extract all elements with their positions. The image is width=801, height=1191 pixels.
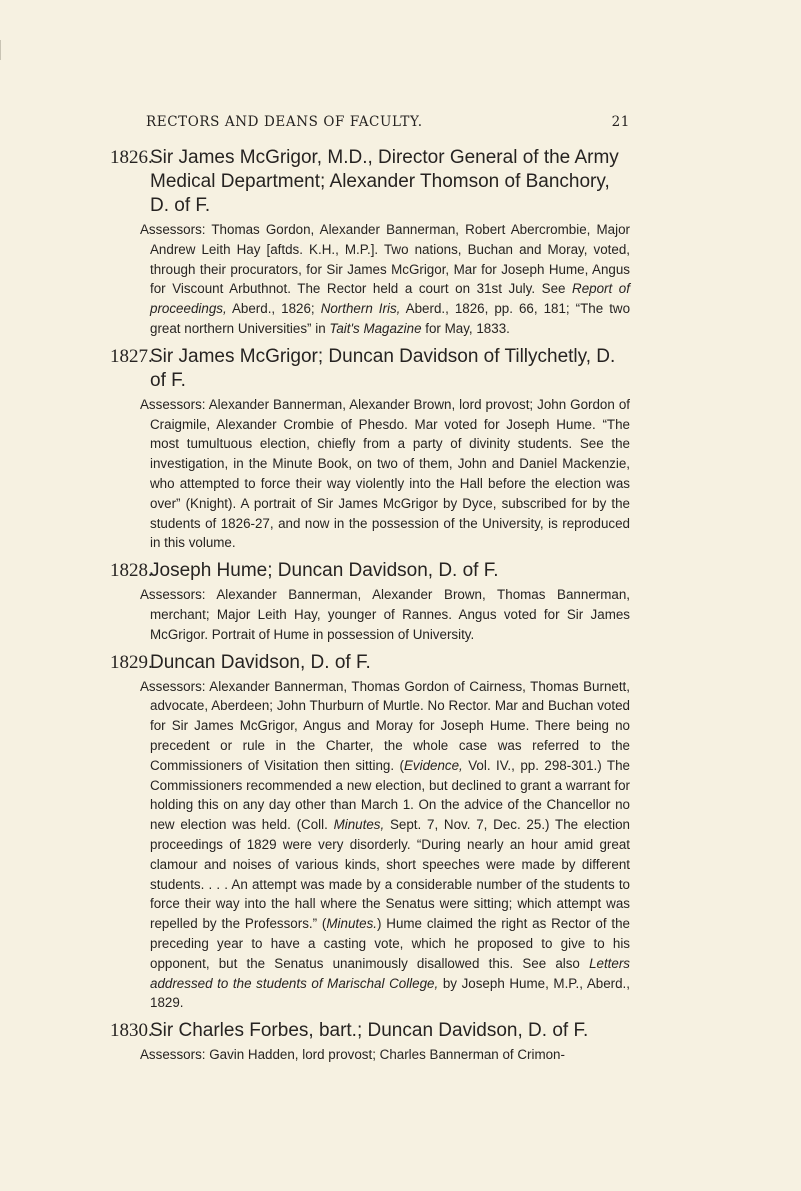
entry-1828 [110, 559, 630, 644]
body-text: Sept. 7, Nov. 7, Dec. 25.) The election proceedings of 1829 were very disorderly. “During nearly an hour amid great clamour and noises of various kinds, short speeches were made by different students. . . . An attempt was made by a considerable number of the students to force their way into the hall where the Senatus were sitting; which attempt was repelled by the Professors.” ( [150, 817, 630, 932]
body-text: Assessors: Alexander Bannerman, Alexander Brown, Thomas Bannerman, merchant; Major Leith Hay, younger of Rannes. Angus voted for Sir James McGrigor. Portrait of Hume in possession of University. [140, 587, 630, 642]
entry-1829 [110, 651, 630, 1014]
entry-1830 [110, 1019, 630, 1065]
entry-1826 [110, 146, 630, 339]
body-text: Aberd., 1826; [231, 301, 315, 317]
entry-body [110, 395, 630, 553]
entry-year: 1829. [110, 651, 153, 673]
citation-title: Tait's Magazine [329, 320, 422, 336]
citation-title: Northern Iris, [320, 301, 401, 317]
citation-title: Letters addressed to the students of Marischal College, [150, 955, 630, 991]
page-number: 21 [611, 114, 630, 130]
entry-body [110, 677, 630, 1014]
body-text: Assessors: Thomas Gordon, Alexander Bannerman, Robert Abercrombie, Major Andrew Leith Hay [aftds. K.H., M.P.]. Two nations, Buchan and Moray, voted, through their procurators, for Sir James McGrigor, Mar for Joseph Hume, Angus for Viscount Arbuthnot. The Rector held a court on 31st July. See [140, 222, 630, 297]
entry-heading [110, 146, 630, 218]
page-edge-mark [0, 40, 7, 60]
entry-body [110, 585, 630, 644]
entry-year: 1828. [110, 560, 153, 582]
entry-1827 [110, 345, 630, 553]
entry-heading-text: Sir James McGrigor, M.D., Director General of the Army Medical Department; Alexander Thomson of Banchory, D. of F. [150, 147, 619, 216]
entry-heading-text: Sir Charles Forbes, bart.; Duncan Davidson, D. of F. [150, 1020, 589, 1042]
entry-heading [110, 1019, 630, 1043]
body-text: for May, 1833. [425, 320, 510, 336]
body-text: Assessors: Gavin Hadden, lord provost; Charles Bannerman of Crimon- [140, 1047, 565, 1063]
citation-title: Minutes, [333, 817, 385, 833]
entry-heading-text: Sir James McGrigor; Duncan Davidson of Tillychetly, D. of F. [150, 345, 616, 391]
body-text: Vol. IV., pp. 298-301.) The Commissioners recommended a new election, but declined to grant a warrant for holding this on any day other than March 1. On the advice of the Chancellor no new election was held. (Coll. [150, 757, 630, 833]
entry-heading [110, 651, 630, 675]
body-text: ) Hume claimed the right as Rector of the preceding year to have a casting vote, which he proposed to give to his opponent, but the Senatus unanimously disallowed this. See also [150, 916, 630, 971]
running-head-title: RECTORS AND DEANS OF FACULTY. [146, 114, 423, 130]
running-head [110, 112, 630, 146]
entry-body [110, 220, 630, 339]
entry-heading [110, 345, 630, 393]
entry-heading-text: Joseph Hume; Duncan Davidson, D. of F. [150, 560, 499, 582]
body-text: Assessors: Alexander Bannerman, Alexander Brown, lord provost; John Gordon of Craigmile, Alexander Crombie of Phesdo. Mar voted for Joseph Hume. “The most tumultuous election, chiefly from a party of divinity students. See the investigation, in the Minute Book, on two of them, John and Daniel Mackenzie, who attempted to force their way violently into the Hall before the election was over” (Knight). A portrait of Sir James McGrigor by Dyce, subscribed for by the students of 1826-27, and now in the possession of the University, is reproduced in this volume. [140, 396, 630, 551]
entry-body [110, 1045, 630, 1065]
citation-title: Evidence, [403, 757, 463, 773]
body-text: by Joseph Hume, M.P., Aberd., 1829. [150, 975, 630, 1011]
body-text: Assessors: Alexander Bannerman, Thomas Gordon of Cairness, Thomas Burnett, advocate, Aberdeen; John Thurburn of Murtle. No Rector. Mar and Buchan voted for Sir James McGrigor, Angus and Moray for Joseph Hume. There being no precedent or rule in the Charter, the whole case was referred to the Commissioners of Visitation then sitting. ( [140, 678, 630, 773]
citation-title: Minutes. [326, 916, 377, 932]
book-page [110, 112, 630, 1071]
body-text: Aberd., 1826, pp. 66, 181; “The two great northern Universities” in [150, 301, 631, 336]
citation-title: Report of proceedings, [150, 281, 630, 317]
entry-heading [110, 559, 630, 583]
entry-year: 1826. [110, 147, 153, 168]
entry-heading-text: Duncan Davidson, D. of F. [150, 651, 371, 673]
entry-year: 1830. [110, 1020, 153, 1042]
entry-year: 1827. [110, 345, 153, 367]
